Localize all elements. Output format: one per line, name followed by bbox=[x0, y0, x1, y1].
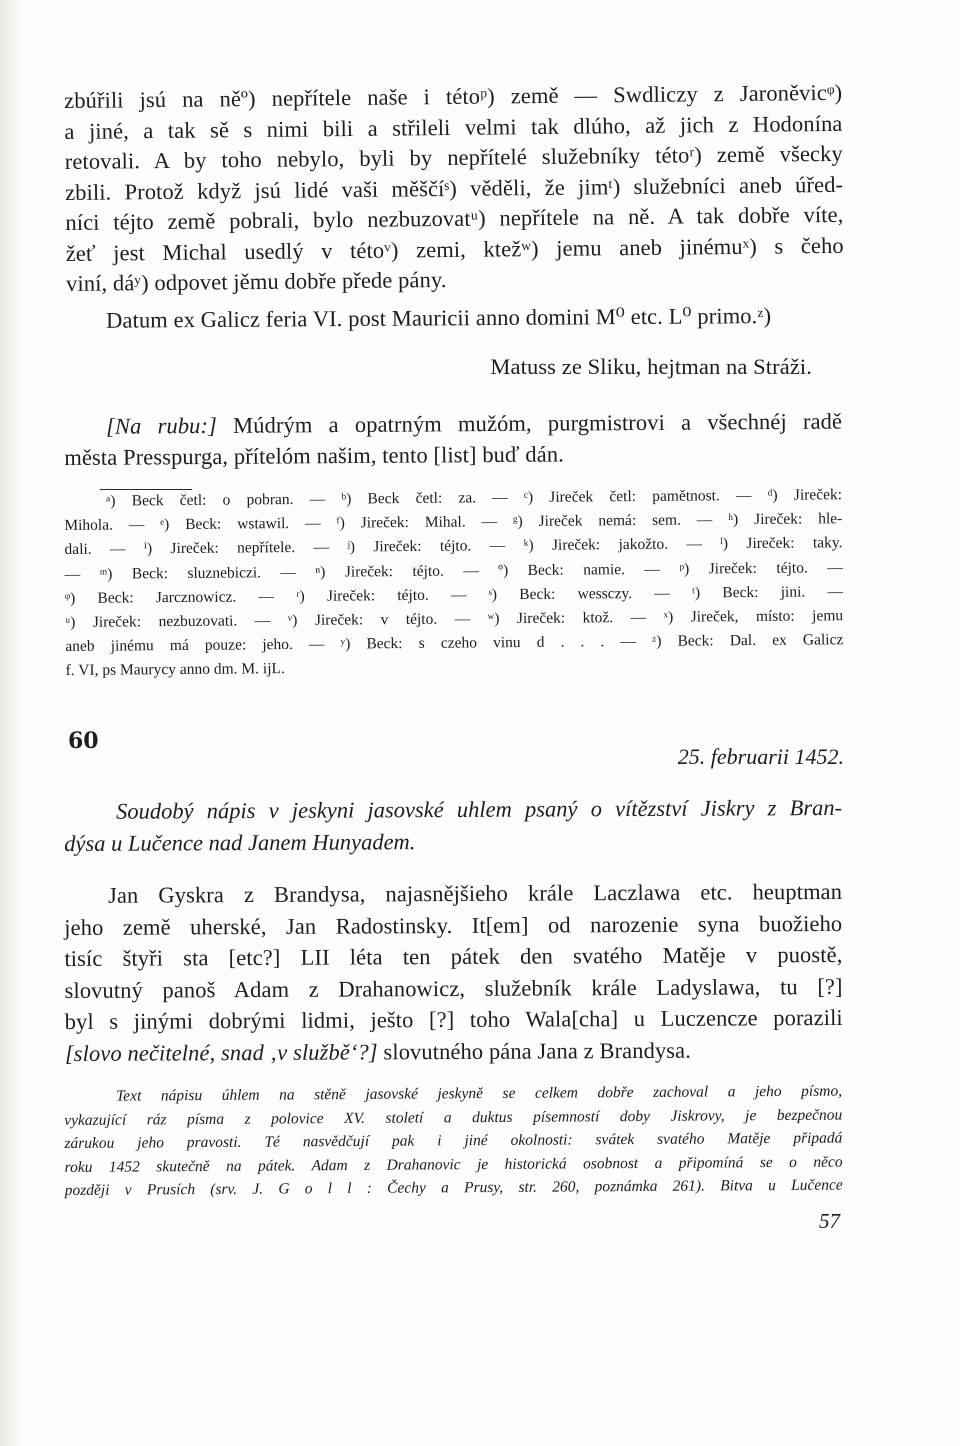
letter-line: viní, dáʸ) odpovet jěmu dobře přede pány. bbox=[65, 267, 447, 296]
address-label: [Na rubu:] bbox=[106, 412, 218, 439]
page-number: 57 bbox=[819, 1209, 840, 1233]
letter-dateline-block bbox=[64, 301, 842, 337]
footnote-line: aneb jinému má pouze: jeho. — ʸ) Beck: s czeho vinu d . . . — ᶻ) Beck: Dal. ex Galicz bbox=[65, 631, 844, 656]
footnote-line: f. VI, ps Maurycy anno dm. M. ijL. bbox=[65, 660, 285, 680]
footnote-line: dali. — ⁱ) Jireček: nepřítele. — ʲ) Jireček: téjto. — ᵏ) Jireček: jakožto. — ˡ) Jireček: taky. bbox=[64, 534, 843, 559]
document-text bbox=[64, 876, 843, 1069]
letter-line: retovali. A by toho nebylo, byli by nepřítelé služebníky tétoʳ) země všecky bbox=[64, 140, 843, 174]
document-number: 60 bbox=[68, 728, 99, 754]
note-line: vykazující ráz písma z polovice XV. století a duktus písemností doby Jiskrovy, je bezpečnou bbox=[64, 1106, 843, 1129]
letter-line: žeť jest Michal usedlý v tétoᵛ) zemi, ktežʷ) jemu aneb jinémuˣ) s čeho bbox=[65, 232, 844, 266]
footnote-line: ᵘ) Jireček: nezbuzovati. — ᵛ) Jireček: v téjto. — ʷ) Jireček: ktož. — ˣ) Jireček, místo: jemu bbox=[65, 607, 844, 632]
letter-signature: Matuss ze Sliku, hejtman na Stráži. bbox=[490, 354, 812, 379]
document-text-line: Jan Gyskra z Brandysa, najasnějšieho krále Laczlawa etc. heuptman bbox=[108, 878, 843, 908]
footnote-line: — ᵐ) Beck: sluznebiczi. — ⁿ) Jireček: téjto. — º) Beck: namie. — ᵖ) Jireček: téjto. — bbox=[64, 558, 843, 583]
letter-signature-block bbox=[64, 352, 842, 383]
address-line: města Presspurga, přítelóm našim, tento [list] buď dán. bbox=[64, 441, 564, 470]
document-text-line: byl s jinými dobrými lidmi, ješto [?] toho Wala[cha] u Luczencze porazili bbox=[64, 1004, 843, 1034]
address-line bbox=[64, 407, 842, 443]
letter-line: a jiné, a tak sě s nimi bili a střileli velmi tak dlúho, až jich z Hodonína bbox=[64, 110, 843, 144]
document-heading bbox=[64, 792, 842, 860]
document-text-line: slovutný panoš Adam z Drahanowicz, služebník krále Ladyslawa, tu [?] bbox=[64, 973, 843, 1003]
note-line: zárukou jeho pravosti. Té nasvědčují pak i jiné okolnosti: svátek svatého Matěje připadá bbox=[64, 1129, 843, 1152]
heading-line: Soudobý nápis v jeskyni jasovské uhlem psaný o vítězství Jiskry z Bran- bbox=[116, 794, 843, 824]
footnote-line: ᵠ) Beck: Jarcznowicz. — ʳ) Jireček: téjto. — ˢ) Beck: wessczy. — ᵗ) Beck: jini. — bbox=[64, 583, 843, 607]
scan-edge-shadow bbox=[0, 0, 24, 1446]
heading-line: dýsa u Lučence nad Janem Hunyadem. bbox=[64, 829, 416, 856]
letter-line: níci téjto země pobrali, bylo nezbuzovatᵘ) nepřítele na ně. A tak dobře víte, bbox=[65, 201, 844, 235]
note-line: roku 1452 skutečně na pátek. Adam z Drahanovic je historická osobnost a připomíná se o něco bbox=[64, 1153, 843, 1176]
editorial-note bbox=[64, 1080, 843, 1203]
letter-line: zbúřili jsú na něº) nepřítele naše i tétoᵖ) země — Swdliczy z Jaroněvicᵠ) bbox=[64, 79, 843, 113]
document-date: 25. februarii 1452. bbox=[677, 744, 844, 769]
footnote-line: ᵃ) Beck četl: o pobran. — ᵇ) Beck četl: za. — ᶜ) Jireček četl: pamětnost. — ᵈ) Jireček: bbox=[106, 486, 843, 510]
document-text-line: tisíc štyři sta [etc?] LII léta ten pátek den svatého Matěje v puostě, bbox=[64, 941, 843, 971]
document-text-end: slovutného pána Jana z Brandysa. bbox=[383, 1037, 692, 1064]
note-line: později v Prusích (srv. J. G o l l : Čechy a Prusy, str. 260, poznámka 261). Bitva u Lučence bbox=[64, 1176, 843, 1199]
address-text: Múdrým a opatrným mužóm, purgmistrovi a všechnéj radě bbox=[232, 408, 843, 438]
letter-line: zbili. Protož když jsú lidé vaši měščíˢ) věděli, že jimᵗ) služebníci aneb úřed- bbox=[64, 171, 844, 205]
note-line: Text nápisu úhlem na stěně jasovské jeskyně se celkem dobře zachoval a jeho písmo, bbox=[116, 1082, 843, 1105]
footnote-line: Mihola. — ᵉ) Beck: wstawil. — ᶠ) Jireček: Mihal. — ᵍ) Jireček nemá: sem. — ʰ) Jireček: hle- bbox=[64, 510, 843, 535]
letter-body bbox=[64, 78, 844, 300]
illegible-word-note: [slovo nečitelné, snad ‚v službě‘?] bbox=[64, 1038, 378, 1066]
document-text-line: jeho země uherské, Jan Radostinsky. It[em] od narozenie syna buožieho bbox=[64, 910, 843, 940]
letter-address bbox=[64, 407, 842, 473]
letter-dateline: Datum ex Galicz feria VI. post Mauricii anno domini M⁰ etc. L⁰ primo.ᶻ) bbox=[106, 303, 772, 333]
footnotes bbox=[64, 483, 844, 683]
document-text-line bbox=[65, 1033, 843, 1069]
